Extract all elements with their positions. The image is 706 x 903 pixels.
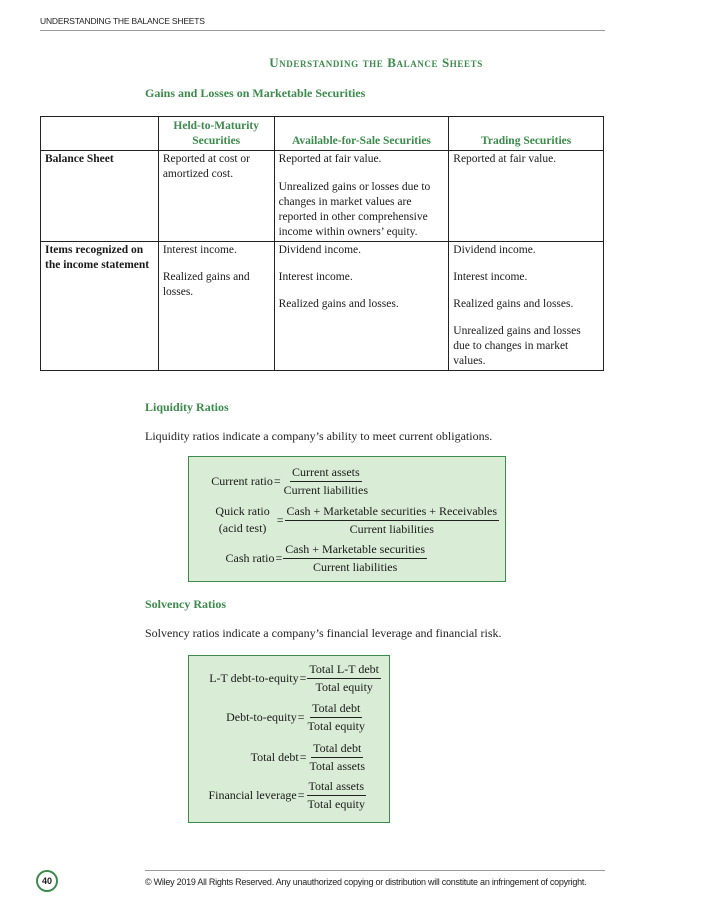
formula-debt-to-equity	[226, 701, 367, 734]
denominator: Total equity	[315, 680, 373, 694]
column-header-trading: Trading Securities	[449, 117, 604, 151]
cell-text: Interest income.	[278, 271, 353, 283]
equals-sign: =	[299, 671, 307, 685]
cell-text: Dividend income.	[453, 244, 536, 256]
denominator: Total equity	[307, 797, 365, 811]
numerator: Total debt	[311, 741, 363, 758]
numerator: Total assets	[307, 779, 366, 796]
formula-label: L-T debt-to-equity	[209, 671, 299, 685]
copyright-notice: © Wiley 2019 All Rights Reserved. Any unauthorized copying or distribution will constitute an infringement of copyright.	[145, 877, 587, 887]
column-header-htm: Held-to-Maturity Securities	[158, 117, 274, 151]
row-label-balance-sheet: Balance Sheet	[41, 151, 159, 242]
cell-text: Dividend income.	[278, 244, 362, 256]
cell-text: Realized gains and losses.	[162, 271, 250, 298]
numerator: Total debt	[310, 701, 362, 718]
cell-text: Unrealized gains or losses due to changes in market values are reported in other comprehensive income within owners’ equity.	[278, 181, 431, 238]
liquidity-text: Liquidity ratios indicate a company’s ability to meet current obligations.	[145, 429, 493, 443]
fraction	[307, 662, 381, 695]
formula-sublabel: (acid test)	[218, 521, 267, 535]
numerator: Current assets	[290, 465, 362, 482]
formula-cash-ratio	[225, 542, 427, 575]
equals-sign: =	[299, 750, 307, 764]
cell-htm	[158, 242, 274, 371]
equals-sign: =	[297, 710, 305, 724]
page-number: 40	[36, 870, 58, 892]
cell-trading	[449, 151, 604, 242]
running-head: UNDERSTANDING THE BALANCE SHEETS	[40, 16, 205, 26]
formula-label: Current ratio	[211, 474, 273, 488]
cell-text: Reported at fair value.	[278, 153, 382, 165]
cell-trading	[449, 242, 604, 371]
fraction	[308, 741, 367, 774]
fraction	[285, 504, 499, 537]
column-header-afs: Available-for-Sale Securities	[274, 117, 449, 151]
table-row	[41, 242, 604, 371]
formula-current-ratio	[211, 465, 370, 498]
numerator: Cash + Marketable securities	[283, 542, 427, 559]
running-head-rule	[40, 30, 605, 31]
cell-htm	[158, 151, 274, 242]
fraction	[282, 465, 370, 498]
denominator: Current liabilities	[349, 521, 434, 536]
cell-text: Interest income.	[453, 271, 528, 283]
equals-sign: =	[297, 788, 305, 802]
formula-label-group	[215, 503, 269, 537]
table-row	[41, 151, 604, 242]
liquidity-formula-box	[188, 456, 506, 582]
formula-label: Quick ratio	[215, 504, 270, 518]
formula-label: Debt-to-equity	[226, 710, 297, 724]
table-header-row	[41, 117, 604, 151]
cell-text: Realized gains and losses.	[278, 298, 399, 310]
fraction	[306, 701, 367, 734]
formula-financial-leverage	[208, 779, 367, 812]
cell-text: Interest income.	[162, 244, 237, 256]
denominator: Total equity	[307, 719, 365, 733]
cell-afs	[274, 242, 449, 371]
fraction	[306, 779, 367, 812]
marketable-securities-table	[40, 116, 604, 371]
liquidity-heading: Liquidity Ratios	[145, 400, 229, 414]
solvency-text: Solvency ratios indicate a company’s financial leverage and financial risk.	[145, 626, 502, 640]
equals-sign: =	[273, 474, 281, 488]
fraction	[283, 542, 427, 575]
formula-label: Cash ratio	[225, 551, 275, 565]
cell-text: Reported at fair value.	[453, 153, 557, 165]
denominator: Current liabilities	[283, 483, 368, 497]
numerator: Total L-T debt	[307, 662, 381, 679]
formula-label: Total debt	[250, 750, 299, 764]
numerator: Cash + Marketable securities + Receivables	[285, 504, 499, 521]
cell-text: Unrealized gains and losses due to changes in market values.	[453, 325, 581, 367]
page-title: Understanding the Balance Sheets	[269, 55, 483, 70]
denominator: Current liabilities	[312, 560, 398, 574]
cell-text: Realized gains and losses.	[453, 298, 574, 310]
cell-afs	[274, 151, 449, 242]
solvency-heading: Solvency Ratios	[145, 597, 226, 611]
formula-label: Financial leverage	[208, 788, 297, 802]
table-corner-cell	[41, 117, 159, 151]
gains-losses-heading: Gains and Losses on Marketable Securities	[145, 86, 366, 100]
formula-total-debt	[251, 741, 367, 774]
formula-lt-debt-to-equity	[209, 662, 381, 695]
footer-rule	[145, 870, 605, 871]
equals-sign: =	[275, 551, 283, 565]
equals-sign: =	[276, 512, 284, 527]
solvency-formula-box	[188, 655, 390, 823]
cell-text: Reported at cost or amortized cost.	[162, 153, 250, 180]
denominator: Total assets	[309, 759, 365, 773]
formula-quick-ratio	[215, 503, 499, 537]
row-label-income-statement: Items recognized on the income statement	[41, 242, 159, 371]
